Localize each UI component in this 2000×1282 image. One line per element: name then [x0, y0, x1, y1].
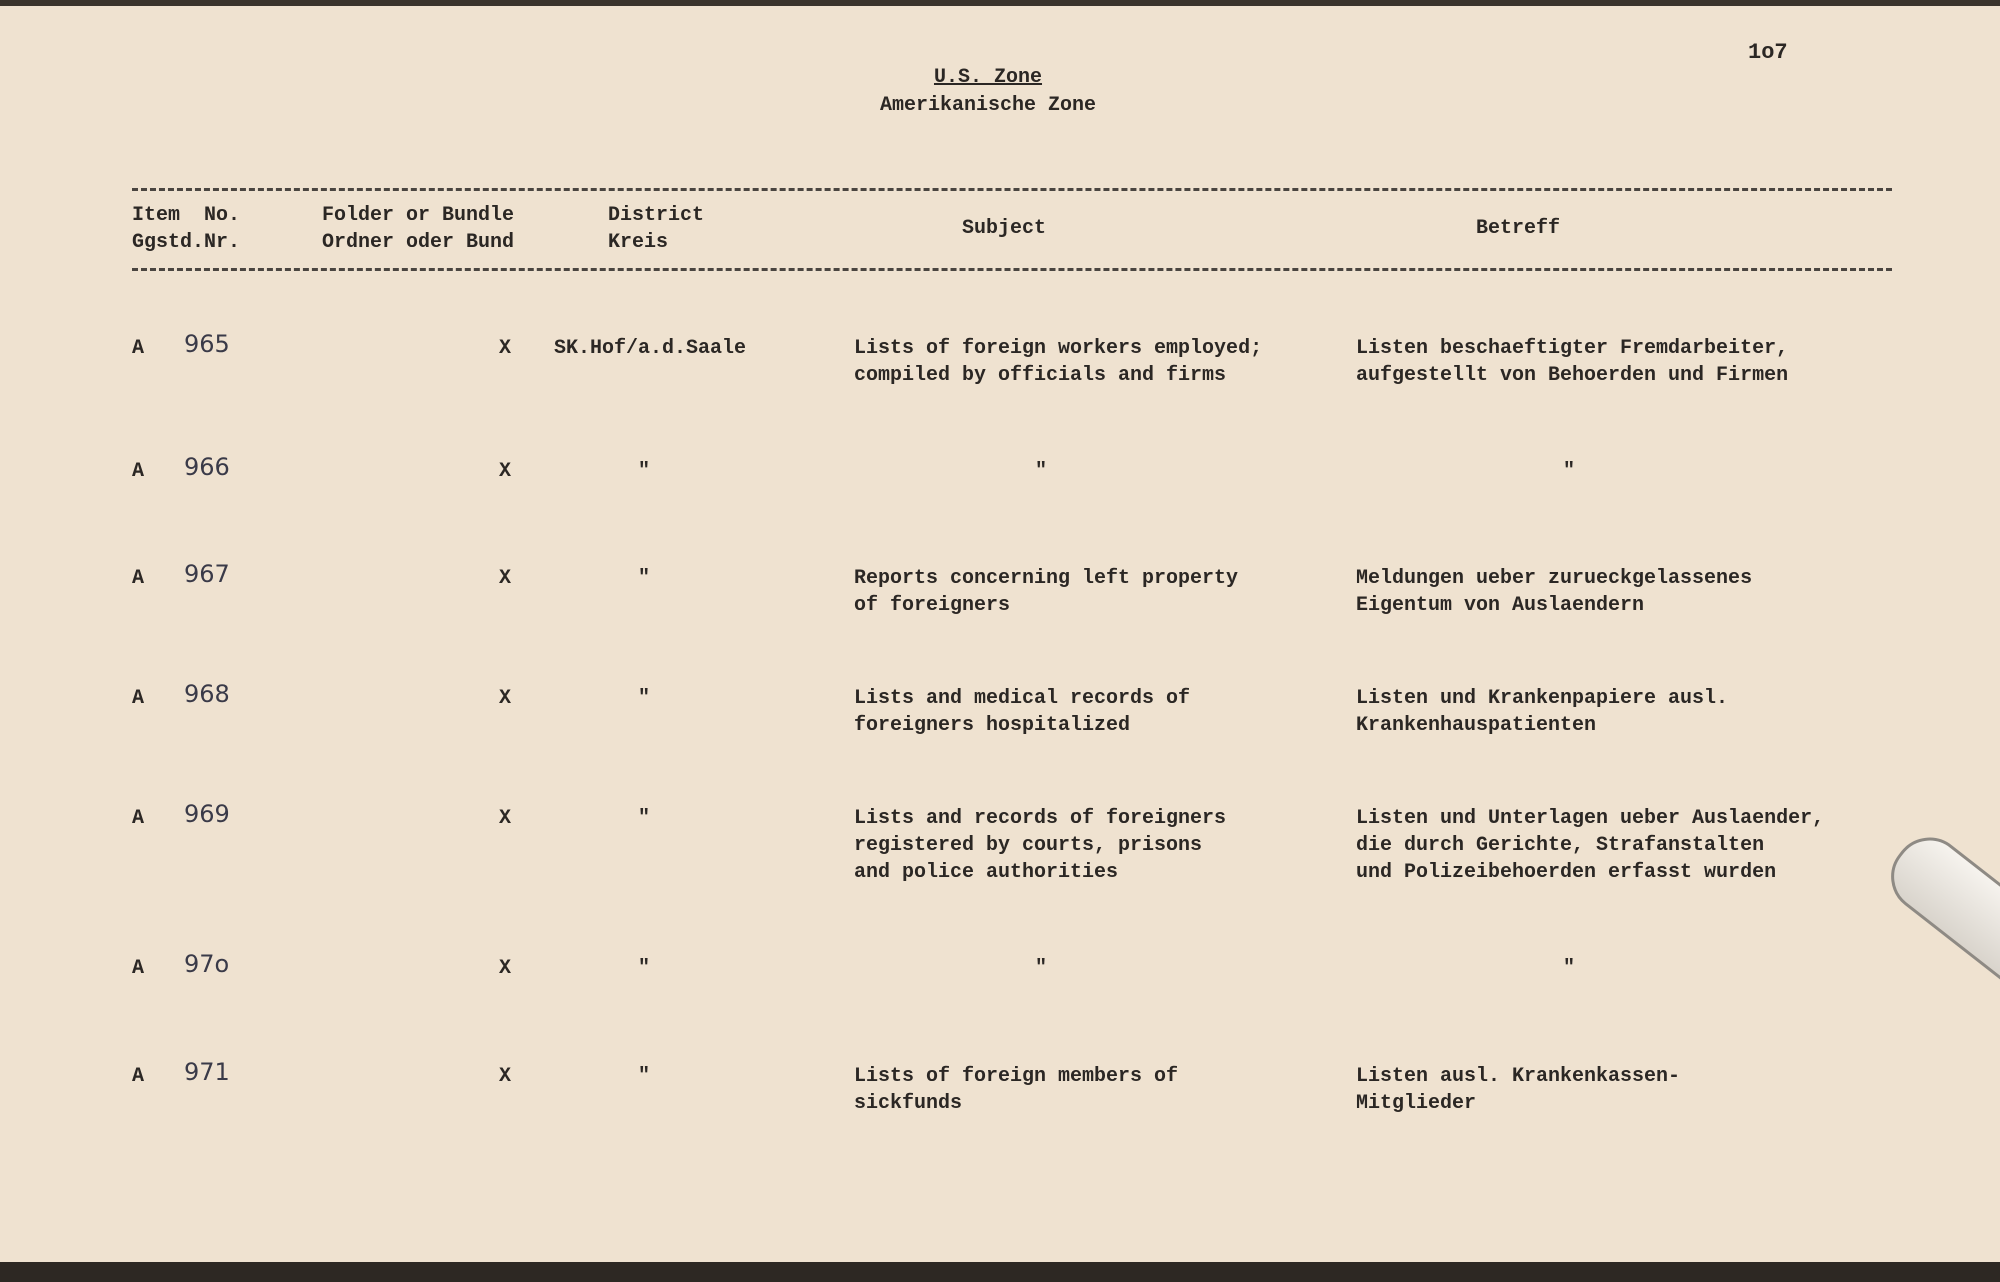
row-item-number: 966	[184, 453, 230, 481]
page-clip-tool	[1877, 823, 2000, 1004]
row-item-letter: A	[132, 567, 145, 590]
row-betreff: Listen und Krankenpapiere ausl. Krankenhauspatienten	[1356, 687, 1729, 737]
page-top-edge	[0, 0, 2000, 6]
row-folder-mark: X	[499, 957, 512, 980]
row-betreff: "	[1563, 957, 1576, 980]
row-item-number: 971	[184, 1058, 230, 1086]
row-subject: Lists and records of foreigners registered by courts, prisons and police authorities	[854, 807, 1227, 884]
header-district: District Kreis	[608, 204, 705, 254]
row-item-number: 967	[184, 560, 230, 588]
row-district: "	[638, 807, 651, 830]
row-district: "	[638, 687, 651, 710]
row-betreff: Meldungen ueber zurueckgelassenes Eigentum von Auslaendern	[1356, 567, 1753, 617]
row-subject: Reports concerning left property of foreigners	[854, 567, 1239, 617]
row-district: "	[638, 1065, 651, 1088]
row-subject: Lists and medical records of foreigners hospitalized	[854, 687, 1191, 737]
page-number: 1o7	[1748, 40, 1788, 65]
row-item-letter: A	[132, 957, 145, 980]
row-item-number: 968	[184, 680, 230, 708]
row-folder-mark: X	[499, 807, 512, 830]
row-folder-mark: X	[499, 1065, 512, 1088]
header-item-no: Item No. Ggstd.Nr.	[132, 204, 241, 254]
header-folder: Folder or Bundle Ordner oder Bund	[322, 204, 515, 254]
header-bottom-rule	[132, 268, 1892, 271]
row-subject: "	[1035, 460, 1048, 483]
row-item-letter: A	[132, 337, 145, 360]
row-betreff: Listen und Unterlagen ueber Auslaender, die durch Gerichte, Strafanstalten und Polizeibehoerden erfasst wurden	[1356, 807, 1825, 884]
row-folder-mark: X	[499, 460, 512, 483]
row-item-letter: A	[132, 807, 145, 830]
row-district: "	[638, 567, 651, 590]
header-top-rule	[132, 188, 1892, 191]
row-item-number: 969	[184, 800, 230, 828]
row-betreff: Listen beschaeftigter Fremdarbeiter, aufgestellt von Behoerden und Firmen	[1356, 337, 1789, 387]
page-bottom-edge	[0, 1262, 2000, 1282]
header-betreff: Betreff	[1476, 217, 1561, 240]
row-folder-mark: X	[499, 337, 512, 360]
zone-title: U.S. Zone	[933, 66, 1043, 89]
row-item-letter: A	[132, 1065, 145, 1088]
row-item-number: 97o	[184, 950, 230, 978]
row-item-letter: A	[132, 460, 145, 483]
row-subject: Lists of foreign members of sickfunds	[854, 1065, 1179, 1115]
row-district: "	[638, 957, 651, 980]
header-subject: Subject	[962, 217, 1047, 240]
zone-subtitle: Amerikanische Zone	[879, 94, 1097, 117]
row-item-number: 965	[184, 330, 230, 358]
row-subject: "	[1035, 957, 1048, 980]
row-district: SK.Hof/a.d.Saale	[554, 337, 747, 360]
row-item-letter: A	[132, 687, 145, 710]
row-betreff: "	[1563, 460, 1576, 483]
row-folder-mark: X	[499, 687, 512, 710]
row-betreff: Listen ausl. Krankenkassen- Mitglieder	[1356, 1065, 1681, 1115]
row-district: "	[638, 460, 651, 483]
row-subject: Lists of foreign workers employed; compiled by officials and firms	[854, 337, 1263, 387]
row-folder-mark: X	[499, 567, 512, 590]
